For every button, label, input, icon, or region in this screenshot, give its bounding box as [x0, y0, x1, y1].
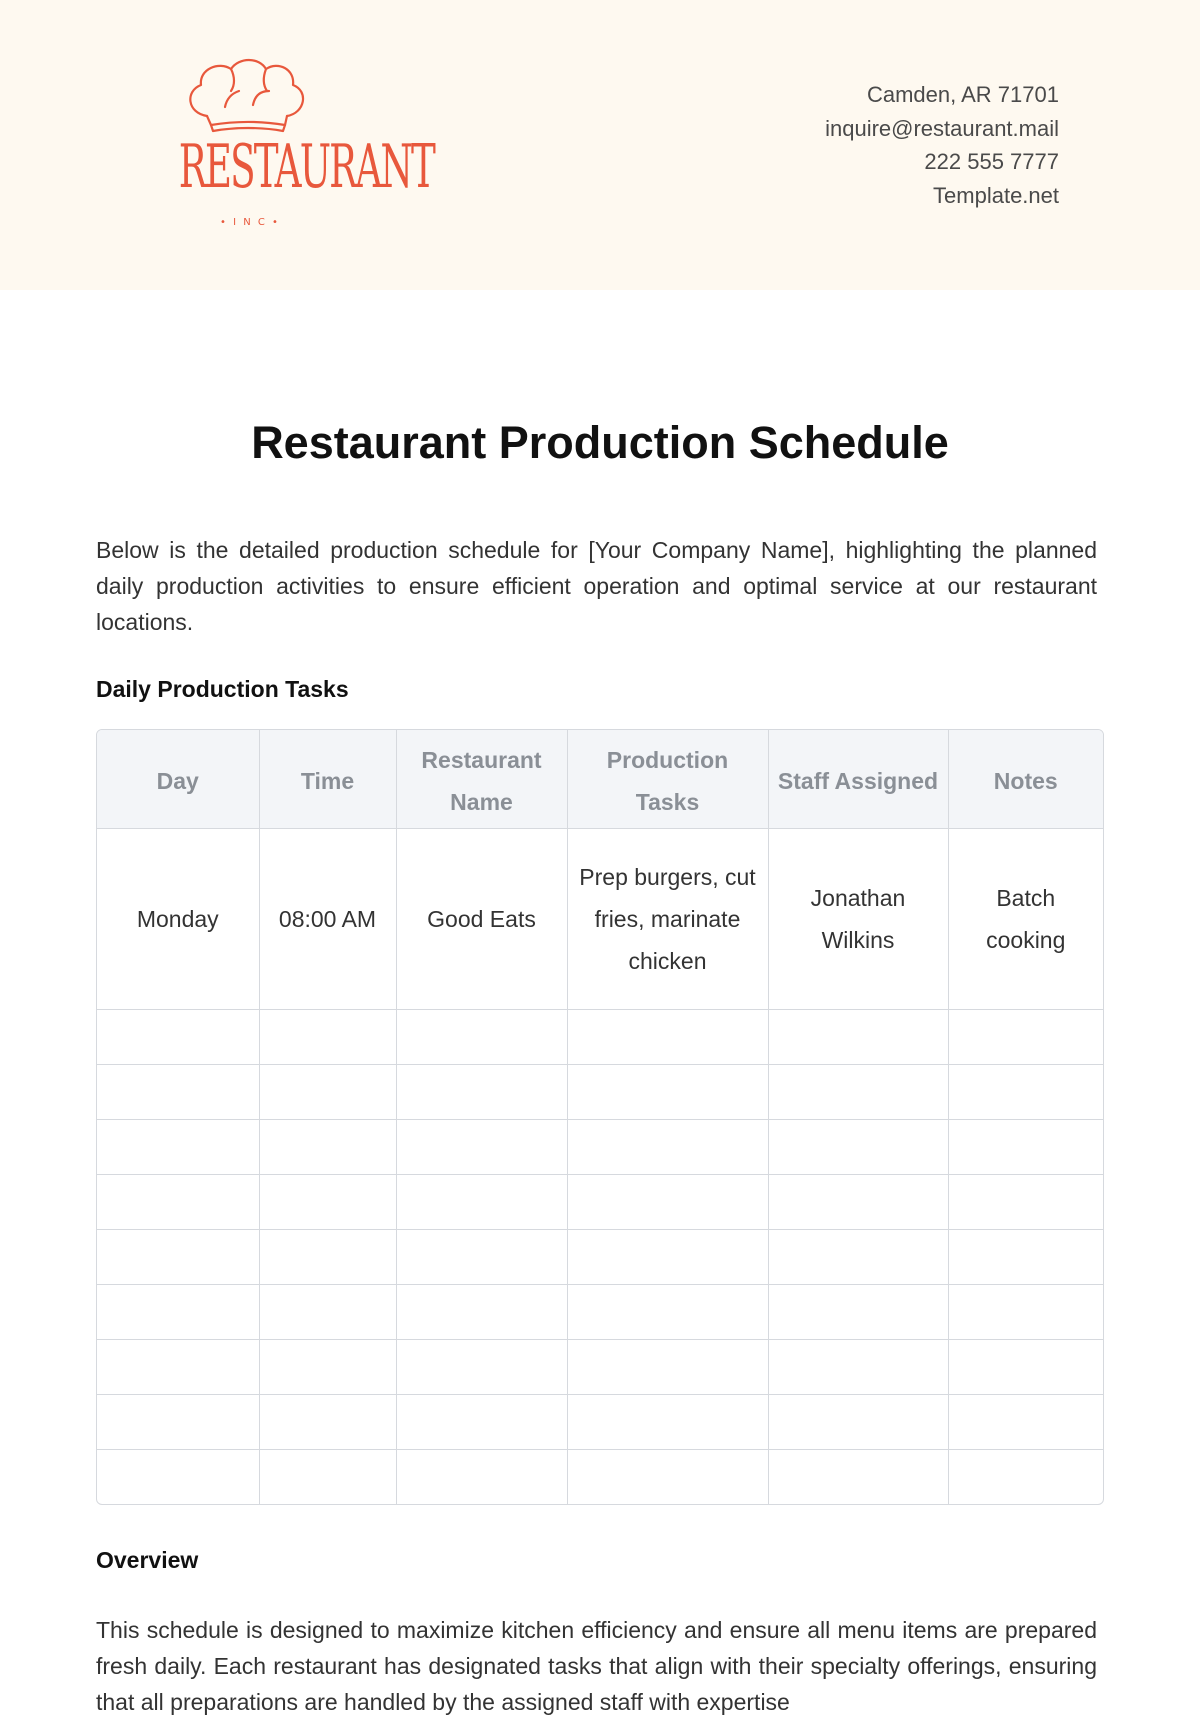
column-header-day: Day — [97, 730, 259, 829]
table-cell[interactable] — [567, 1010, 768, 1065]
table-cell[interactable] — [768, 1285, 948, 1340]
table-cell[interactable]: Prep burgers, cut fries, marinate chicken — [567, 829, 768, 1010]
restaurant-logo — [135, 55, 434, 240]
page-header — [0, 0, 1200, 290]
table-cell[interactable]: 08:00 AM — [259, 829, 396, 1010]
table-cell[interactable] — [567, 1340, 768, 1395]
contact-website[interactable]: Template.net — [933, 182, 1059, 208]
table-cell[interactable] — [97, 1230, 259, 1285]
column-header-restaurant-name: Restaurant Name — [396, 730, 567, 829]
table-cell[interactable]: Batch cooking — [948, 829, 1103, 1010]
intro-paragraph: Below is the detailed production schedule for [Your Company Name], highlighting the planned daily production activities to ensure efficient operation and optimal service at our restaurant locations. — [96, 537, 1097, 635]
contact-email[interactable]: inquire@restaurant.mail — [825, 115, 1059, 141]
table-cell[interactable] — [567, 1175, 768, 1230]
table-cell[interactable] — [948, 1230, 1103, 1285]
table-cell[interactable] — [97, 1120, 259, 1175]
table-cell[interactable]: Good Eats — [396, 829, 567, 1010]
overview-heading: Overview — [96, 1547, 199, 1573]
table-cell[interactable] — [768, 1340, 948, 1395]
logo-wordmark: RESTAURANT — [178, 132, 434, 202]
table-cell[interactable] — [97, 1285, 259, 1340]
table-cell[interactable] — [567, 1230, 768, 1285]
table-cell[interactable] — [97, 1450, 259, 1505]
table-row — [97, 1175, 1103, 1230]
table-cell[interactable]: Monday — [97, 829, 259, 1010]
table-cell[interactable] — [259, 1065, 396, 1120]
table-cell[interactable] — [768, 1395, 948, 1450]
table-cell[interactable] — [396, 1010, 567, 1065]
table-cell[interactable] — [259, 1175, 396, 1230]
table-cell[interactable] — [396, 1395, 567, 1450]
table-row — [97, 1395, 1103, 1450]
table-cell[interactable] — [396, 1450, 567, 1505]
table-cell[interactable] — [97, 1010, 259, 1065]
table-cell[interactable] — [97, 1395, 259, 1450]
table-cell[interactable] — [396, 1285, 567, 1340]
table-cell[interactable] — [259, 1395, 396, 1450]
table-cell[interactable] — [948, 1450, 1103, 1505]
table-row — [97, 1285, 1103, 1340]
table-row — [97, 1065, 1103, 1120]
page-title: Restaurant Production Schedule — [251, 417, 949, 468]
table-row — [97, 1340, 1103, 1395]
table-cell[interactable] — [567, 1285, 768, 1340]
table-cell[interactable] — [768, 1065, 948, 1120]
table-cell[interactable] — [259, 1450, 396, 1505]
table-cell[interactable] — [567, 1120, 768, 1175]
table-cell[interactable] — [396, 1340, 567, 1395]
table-cell[interactable] — [768, 1450, 948, 1505]
table-cell[interactable] — [396, 1175, 567, 1230]
column-header-time: Time — [259, 730, 396, 829]
production-table — [96, 729, 1104, 1505]
table-row — [97, 1120, 1103, 1175]
table-cell[interactable] — [259, 1120, 396, 1175]
table-cell[interactable] — [259, 1285, 396, 1340]
table-cell[interactable] — [948, 1340, 1103, 1395]
contact-phone: 222 555 7777 — [924, 149, 1059, 174]
tasks-section-heading: Daily Production Tasks — [96, 676, 349, 702]
table-cell[interactable] — [259, 1010, 396, 1065]
table-header-row — [97, 730, 1103, 829]
table-cell[interactable] — [768, 1230, 948, 1285]
table-cell[interactable] — [948, 1285, 1103, 1340]
table-cell[interactable] — [396, 1120, 567, 1175]
table-cell[interactable] — [97, 1065, 259, 1120]
table-cell[interactable] — [259, 1230, 396, 1285]
table-cell[interactable] — [97, 1340, 259, 1395]
table-cell[interactable] — [948, 1120, 1103, 1175]
table-cell[interactable] — [567, 1450, 768, 1505]
logo-tagline: • I N C • — [220, 217, 280, 228]
table-cell[interactable]: Jonathan Wilkins — [768, 829, 948, 1010]
table-row — [97, 1230, 1103, 1285]
table-cell[interactable] — [567, 1395, 768, 1450]
contact-block — [825, 78, 1059, 212]
table-cell[interactable] — [948, 1395, 1103, 1450]
table-cell[interactable] — [97, 1175, 259, 1230]
table-cell[interactable] — [948, 1010, 1103, 1065]
table-row — [97, 829, 1103, 1010]
overview-paragraph: This schedule is designed to maximize kitchen efficiency and ensure all menu items are prepared fresh daily. Each restaurant has designated tasks that align with their specialty offerings, ensuring that all preparations are handled by the assigned staff with expertise — [96, 1617, 1097, 1715]
table-cell[interactable] — [768, 1010, 948, 1065]
column-header-production-tasks: Production Tasks — [567, 730, 768, 829]
table-cell[interactable] — [396, 1065, 567, 1120]
table-cell[interactable] — [948, 1065, 1103, 1120]
table-cell[interactable] — [948, 1175, 1103, 1230]
table-cell[interactable] — [768, 1175, 948, 1230]
table-cell[interactable] — [567, 1065, 768, 1120]
column-header-staff-assigned: Staff Assigned — [768, 730, 948, 829]
table-row — [97, 1010, 1103, 1065]
table-cell[interactable] — [768, 1120, 948, 1175]
table-row — [97, 1450, 1103, 1505]
column-header-notes: Notes — [948, 730, 1103, 829]
table-cell[interactable] — [396, 1230, 567, 1285]
contact-address: Camden, AR 71701 — [866, 82, 1059, 107]
table-cell[interactable] — [259, 1340, 396, 1395]
